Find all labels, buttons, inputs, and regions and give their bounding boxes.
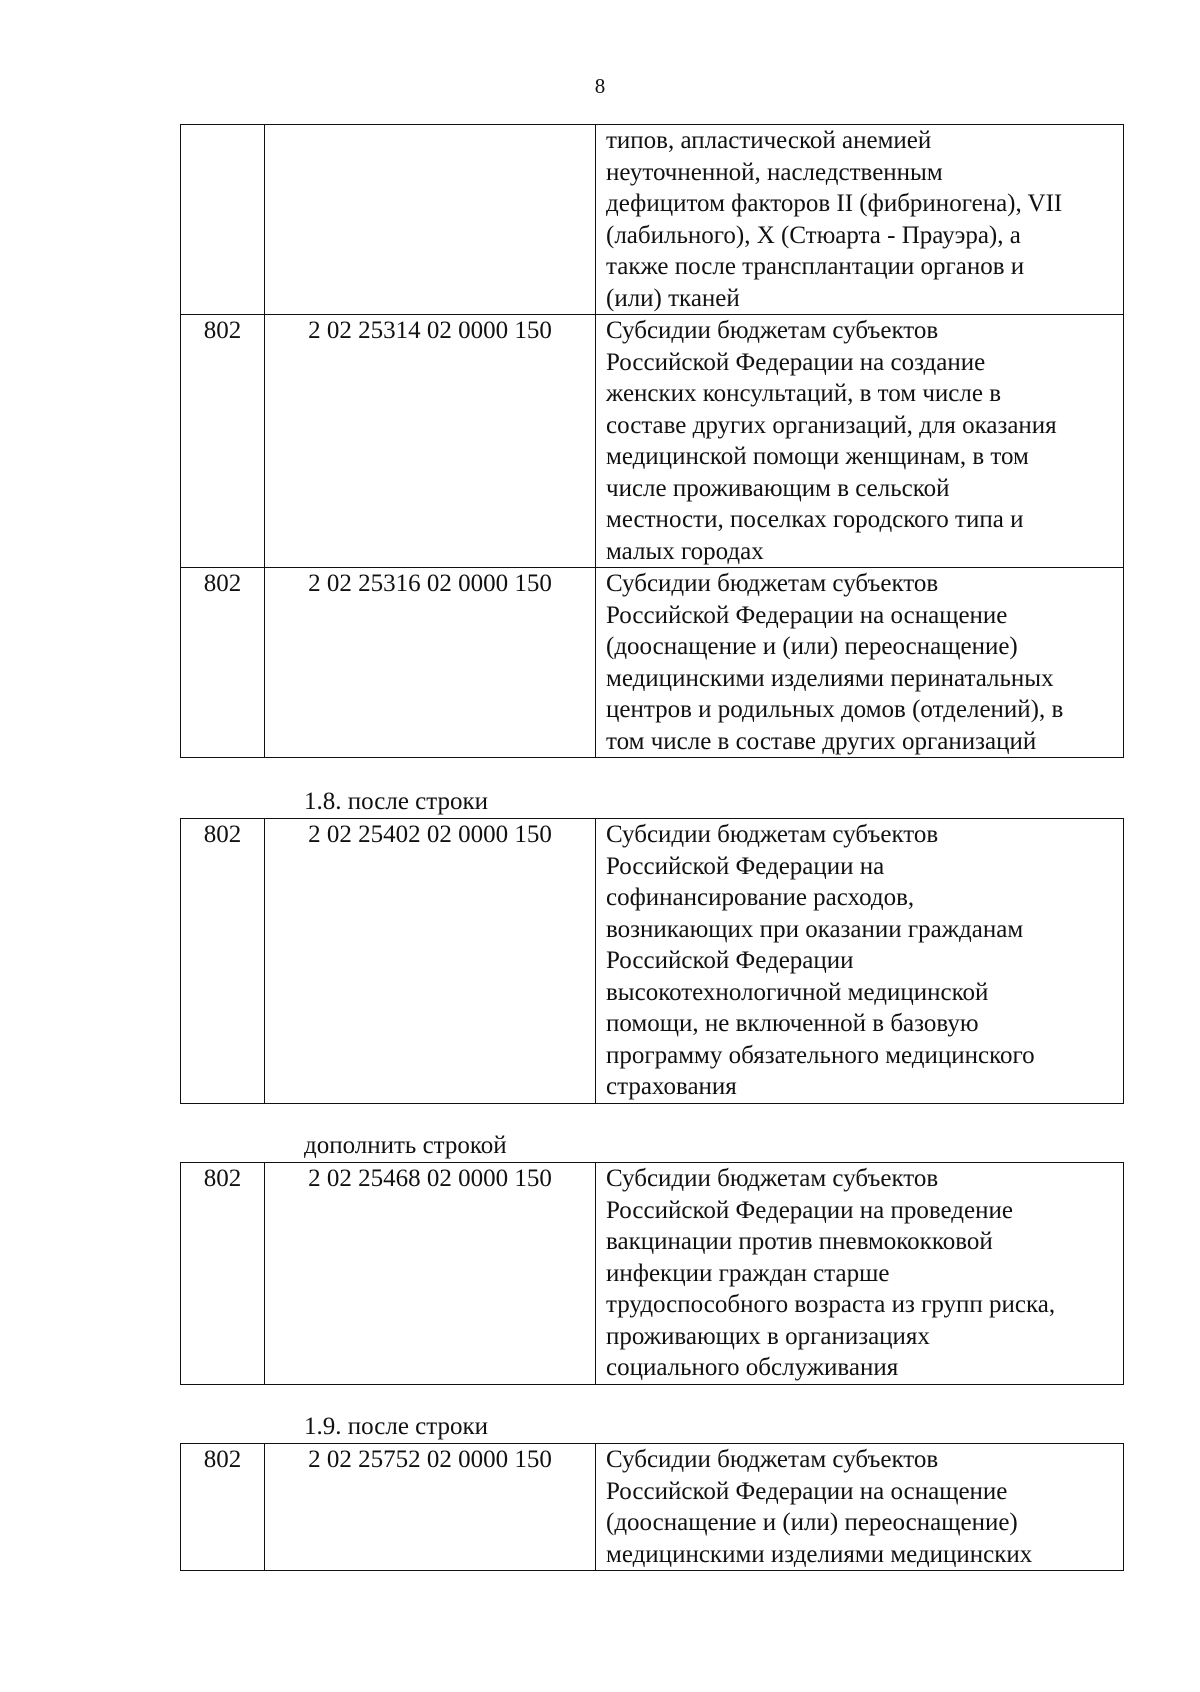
admin-code-cell: 802 — [181, 315, 265, 568]
description-line: Российской Федерации на — [606, 852, 885, 880]
budget-codes-table-2 — [180, 818, 1124, 1104]
description-line: числе проживающим в сельской — [606, 474, 950, 502]
description-line: медицинской помощи женщинам, в том — [606, 443, 1029, 470]
description-line: помощи, не включенной в базовую — [606, 1010, 979, 1037]
description-line: том числе в составе других организаций — [606, 727, 1037, 755]
description-line: также после трансплантации органов и — [606, 253, 1025, 280]
description-line: местности, поселках городского типа и — [606, 506, 1024, 533]
description-line: Российской Федерации на проведение — [606, 1196, 1013, 1224]
description-cell — [596, 125, 1124, 315]
description-line: Российской Федерации на оснащение — [606, 601, 1008, 629]
description-line: медицинскими изделиями медицинских — [606, 1540, 1033, 1568]
description-line: (лабильного), X (Стюарта - Прауэра), а — [606, 221, 1021, 249]
description-line: неуточненной, наследственным — [606, 158, 943, 186]
section-caption-1-9: 1.9. после строки — [304, 1413, 489, 1440]
description-cell — [596, 1444, 1124, 1571]
description-line: малых городах — [606, 537, 764, 565]
budget-codes-table-3 — [180, 1162, 1124, 1385]
description-line: возникающих при оказании гражданам — [606, 915, 1024, 943]
revenue-code-cell: 2 02 25402 02 0000 150 — [265, 819, 596, 1104]
revenue-code-cell: 2 02 25752 02 0000 150 — [265, 1444, 596, 1571]
description-line: (дооснащение и (или) переоснащение) — [606, 633, 1018, 660]
description-cell — [596, 315, 1124, 568]
table-row — [181, 1444, 1124, 1571]
description-line: составе других организаций, для оказания — [606, 411, 1057, 439]
description-line: Субсидии бюджетам субъектов — [606, 1446, 939, 1473]
description-line: проживающих в организациях — [606, 1322, 930, 1350]
revenue-code-cell: 2 02 25314 02 0000 150 — [265, 315, 596, 568]
budget-codes-table-1 — [180, 124, 1124, 758]
page-number: 8 — [594, 74, 606, 98]
admin-code-cell: 802 — [181, 819, 265, 1104]
description-line: вакцинации против пневмококковой — [606, 1228, 993, 1255]
admin-code-cell — [181, 125, 265, 315]
description-line: инфекции граждан старше — [606, 1259, 890, 1287]
section-caption-add: дополнить строкой — [304, 1132, 507, 1159]
description-line: Субсидии бюджетам субъектов — [606, 1165, 939, 1192]
admin-code-cell: 802 — [181, 1163, 265, 1385]
description-line: женских консультаций, в том числе в — [606, 380, 1002, 407]
revenue-code-cell: 2 02 25468 02 0000 150 — [265, 1163, 596, 1385]
description-line: высокотехнологичной медицинской — [606, 978, 989, 1006]
description-line: Российской Федерации на создание — [606, 348, 986, 376]
table-row — [181, 568, 1124, 758]
table-row — [181, 125, 1124, 315]
description-line: Субсидии бюджетам субъектов — [606, 317, 939, 344]
description-cell — [596, 819, 1124, 1104]
description-line: центров и родильных домов (отделений), в — [606, 696, 1064, 723]
description-cell — [596, 568, 1124, 758]
admin-code-cell: 802 — [181, 568, 265, 758]
description-line: типов, апластической анемией — [606, 127, 932, 154]
description-line: (дооснащение и (или) переоснащение) — [606, 1509, 1018, 1536]
table-row — [181, 1163, 1124, 1385]
description-line: Субсидии бюджетам субъектов — [606, 570, 939, 597]
description-line: Субсидии бюджетам субъектов — [606, 821, 939, 848]
table-row — [181, 819, 1124, 1104]
description-line: Российской Федерации — [606, 947, 854, 974]
section-caption-1-8: 1.8. после строки — [304, 788, 489, 815]
table-row — [181, 315, 1124, 568]
description-cell — [596, 1163, 1124, 1385]
description-line: медицинскими изделиями перинатальных — [606, 664, 1054, 692]
description-line: программу обязательного медицинского — [606, 1041, 1035, 1069]
budget-codes-table-4 — [180, 1443, 1124, 1571]
description-line: софинансирование расходов, — [606, 884, 915, 911]
description-line: трудоспособного возраста из групп риска, — [606, 1291, 1056, 1318]
description-line: страхования — [606, 1073, 737, 1100]
description-line: социального обслуживания — [606, 1354, 899, 1381]
revenue-code-cell: 2 02 25316 02 0000 150 — [265, 568, 596, 758]
revenue-code-cell — [265, 125, 596, 315]
description-line: Российской Федерации на оснащение — [606, 1477, 1008, 1505]
description-line: дефицитом факторов II (фибриногена), VII — [606, 190, 1063, 217]
description-line: (или) тканей — [606, 284, 740, 312]
admin-code-cell: 802 — [181, 1444, 265, 1571]
